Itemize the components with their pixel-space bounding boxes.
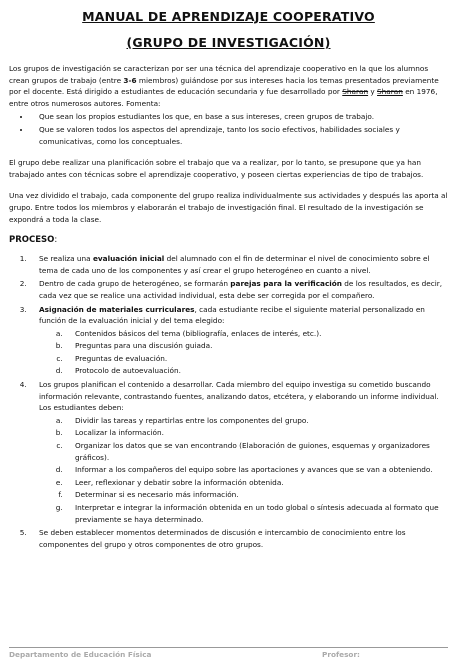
page-footer xyxy=(9,647,448,659)
division-paragraph: Una vez dividido el trabajo, cada componente del grupo realiza individualmente sus actividades y después las aporta al grupo. Entre todos los miembros y elaborarán el trabajo de investigación final. El resultado de la investigación se expondrá a toda la clase. xyxy=(9,191,448,224)
process-step-4: 4. Los grupos planifican el contenido a desarrollar. Cada miembro del equipo investiga su cometido buscando información relevante, contrastando fuentes, analizando datos, etcétera, y elaborando un informe individual. Los estudiantes deben: a. Dividir las tareas y repartirlas entre los componentes del grupo. b. Localizar la información. c. Organizar los datos que se van encontrando (Elaboración de guiones, esquemas y organizadores gráficos). d. Informar a los compañeros del equipo sobre las aportaciones y avances que se van a obteniendo. e. Leer, reflexionar y debatir sobre la información obtenida. f. Determinar si es necesario más información. g. Interpretar e integrar la información obtenida en un todo global o síntesis adecuada al formato que previamente se haya determinado. xyxy=(29,379,448,525)
list-item: • Que sean los propios estudiantes los que, en base a sus intereses, creen grupos de trabajo. xyxy=(31,111,448,123)
process-heading: PROCESO: xyxy=(9,235,58,246)
list-item: a. Contenidos básicos del tema (bibliografía, enlaces de interés, etc.). xyxy=(65,328,448,340)
process-step-2: 2. Dentro de cada grupo de heterogéneo, se formarán parejas para la verificación de los resultados, es decir, cada vez que se realice una actividad individual, esta debe ser corregida por el compañero. xyxy=(29,278,448,301)
list-item: • Que se valoren todos los aspectos del aprendizaje, tanto los socio efectivos, habilidades sociales y comunicativas, como los conceptuales. xyxy=(31,124,448,147)
document-subtitle: (GRUPO DE INVESTIGACIÓN) xyxy=(126,35,331,50)
process-step-5: 5. Se deben establecer momentos determinados de discusión e intercambio de conocimiento entre los componentes del grupo y otros componentes de otro grupos. xyxy=(29,527,448,550)
materials-list xyxy=(39,328,448,377)
planning-paragraph: El grupo debe realizar una planificación sobre el trabajo que va a realizar, por lo tanto, se presupone que ya han trabajado antes con técnicas sobre el aprendizaje cooperativo, y poseen ciertas experiencias de tipo de trabajos. xyxy=(9,158,424,179)
process-step-3: 3. Asignación de materiales curriculares, cada estudiante recibe el siguiente material personalizado en función de la evaluación inicial y del tema elegido: a. Contenidos básicos del tema (bibliografía, enlaces de interés, etc.). b. Preguntas para una discusión guiada. c. Preguntas de evaluación. d. Protocolo de autoevaluación. xyxy=(29,304,448,378)
list-item: c. Organizar los datos que se van encontrando (Elaboración de guiones, esquemas y organizadores gráficos). xyxy=(65,440,448,463)
list-item: b. Localizar la información. xyxy=(65,427,448,439)
list-item: d. Protocolo de autoevaluación. xyxy=(65,365,448,377)
list-item: a. Dividir las tareas y repartirlas entre los componentes del grupo. xyxy=(65,415,448,427)
list-item: c. Preguntas de evaluación. xyxy=(65,353,448,365)
author-name-2: Sharan xyxy=(377,87,403,97)
student-tasks-list xyxy=(39,415,448,525)
list-item: d. Informar a los compañeros del equipo sobre las aportaciones y avances que se van a obteniendo. xyxy=(65,464,448,476)
author-name-1: Sharan xyxy=(342,87,369,97)
process-steps xyxy=(9,253,448,550)
intro-paragraph: Los grupos de investigación se caracterizan por ser una técnica del aprendizaje cooperativo en la que los alumnos crean grupos de trabajo (entre 3-6 miembros) guiándose por sus intereses hacia los temas presentados previamente por el docente. Está dirigido a estudiantes de educación secundaria y fue desarrollado por Sharan y Sharan en 1976, entre otros numerosos autores. Fomenta: xyxy=(9,64,439,108)
members-count: 3-6 xyxy=(123,75,137,85)
process-step-1: 1. Se realiza una evaluación inicial del alumnado con el fin de determinar el nivel de conocimiento sobre el tema de cada uno de los componentes y así crear el grupo heterogéneo en cuanto a nivel. xyxy=(29,253,448,276)
footer-teacher-label: Profesor: xyxy=(322,650,360,659)
list-item: e. Leer, reflexionar y debatir sobre la información obtenida. xyxy=(65,477,448,489)
benefits-list xyxy=(9,111,448,147)
document-title: MANUAL DE APRENDIZAJE COOPERATIVO xyxy=(82,9,375,24)
list-item: g. Interpretar e integrar la información obtenida en un todo global o síntesis adecuada al formato que previamente se haya determinado. xyxy=(65,502,448,525)
list-item: f. Determinar si es necesario más información. xyxy=(65,489,448,501)
footer-department: Departamento de Educación Física xyxy=(9,650,152,659)
list-item: b. Preguntas para una discusión guiada. xyxy=(65,340,448,352)
